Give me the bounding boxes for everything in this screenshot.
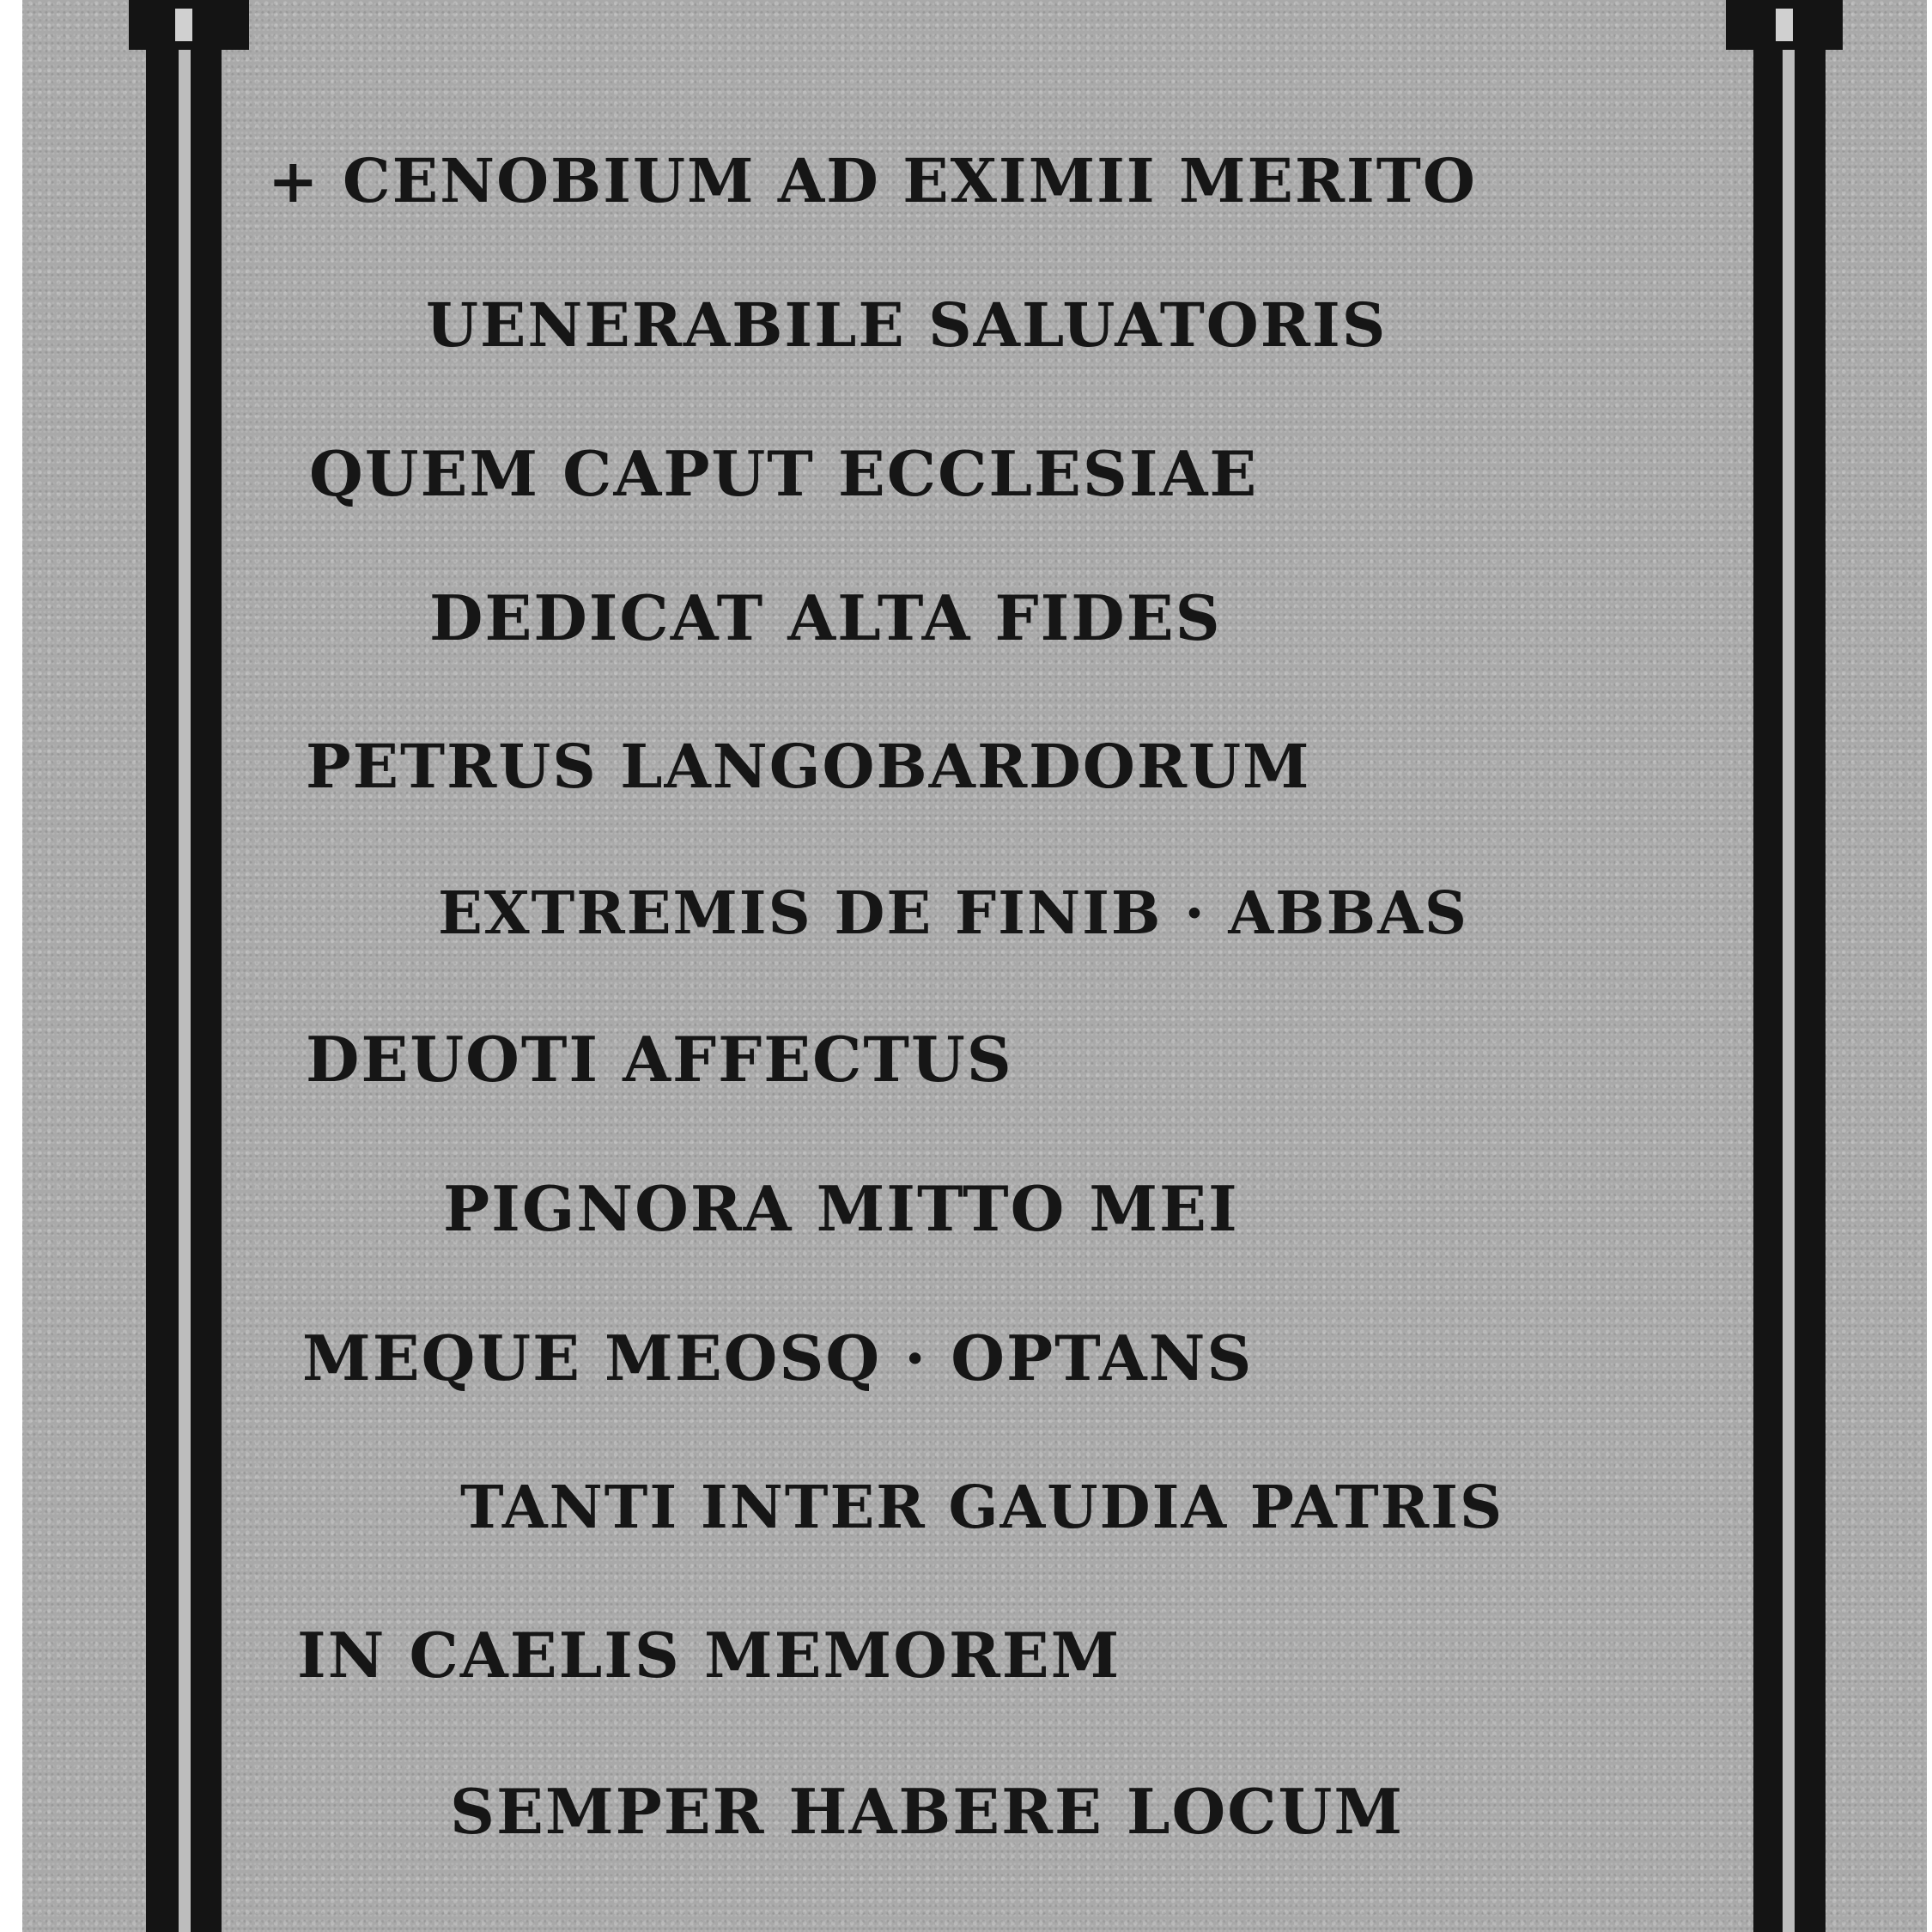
inscription-line-10: TANTI INTER GAUDIA PATRIS	[460, 1473, 1504, 1542]
inscription-line-4: DEDICAT ALTA FIDES	[429, 581, 1222, 654]
inscription-line-11: IN CAELIS MEMOREM	[297, 1619, 1121, 1692]
inscription-line-1: + CENOBIUM AD EXIMII MERITO	[268, 145, 1477, 216]
inscription-line-7: DEUOTI AFFECTUS	[306, 1023, 1013, 1096]
inscription-line-2: UENERABILE SALUATORIS	[426, 289, 1388, 361]
inscription-line-9: MEQUE MEOSQ · OPTANS	[302, 1321, 1254, 1394]
inscription-line-3: QUEM CAPUT ECCLESIAE	[309, 437, 1259, 510]
inscription-line-5: PETRUS LANGOBARDORUM	[306, 731, 1311, 802]
inscription-line-12: SEMPER HABERE LOCUM	[450, 1775, 1405, 1848]
inscription-line-6: EXTREMIS DE FINIB · ABBAS	[438, 879, 1468, 948]
inscription-line-8: PIGNORA MITTO MEI	[443, 1172, 1239, 1245]
